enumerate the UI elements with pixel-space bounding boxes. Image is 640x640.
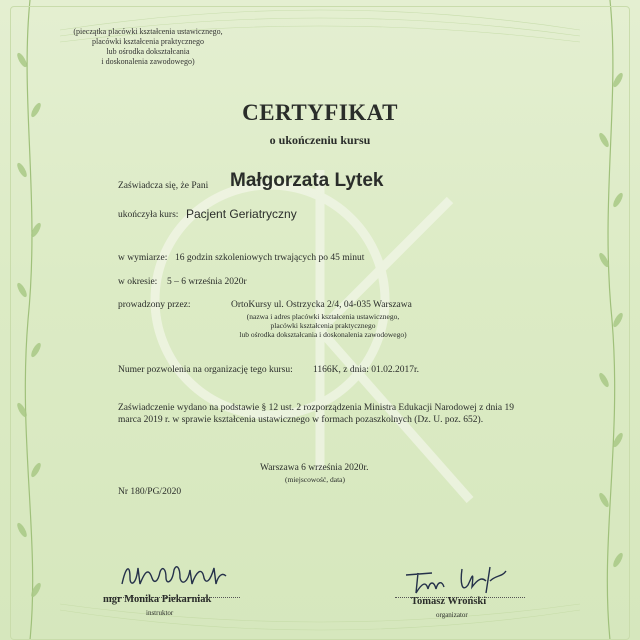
legal-basis-line-2: marca 2019 r. w sprawie kształcenia ustawicznego w formach pozaszkolnych (Dz. U. poz. 652). bbox=[118, 415, 484, 425]
certificate-number: Nr 180/PG/2020 bbox=[118, 487, 182, 497]
instructor-signature bbox=[118, 556, 230, 596]
organizer-note-line: (nazwa i adres placówki kształcenia ustawicznego, bbox=[246, 312, 400, 321]
organizer-name: Tomasz Wroński bbox=[411, 596, 487, 607]
organizer-label: prowadzony przez: bbox=[118, 300, 191, 310]
stamp-line: i doskonalenia zawodowego) bbox=[101, 57, 195, 66]
stamp-line: placówki kształcenia praktycznego bbox=[92, 37, 204, 46]
period-value: 5 – 6 września 2020r bbox=[167, 277, 247, 287]
organizer-note bbox=[228, 312, 418, 339]
period-label: w okresie: bbox=[118, 277, 158, 287]
certificate-title: CERTYFIKAT bbox=[242, 100, 398, 125]
course-name: Pacjent Geriatryczny bbox=[186, 207, 297, 221]
organizer-role: organizator bbox=[436, 611, 468, 619]
duration-label: w wymiarze: bbox=[118, 253, 168, 263]
legal-basis-line-1: Zaświadczenie wydano na podstawie § 12 ust. 2 rozporządzenia Ministra Edukacji Narodowej z dnia 19 bbox=[118, 403, 514, 413]
permit-value: 1166K, z dnia: 01.02.2017r. bbox=[313, 365, 419, 375]
certificate-subtitle: o ukończeniu kursu bbox=[269, 133, 371, 147]
instructor-name: mgr Monika Piekarniak bbox=[103, 594, 212, 605]
organizer-value: OrtoKursy ul. Ostrzycka 2/4, 04-035 Warszawa bbox=[231, 300, 412, 310]
place-date-note: (miejscowość, data) bbox=[285, 475, 345, 484]
organizer-signature bbox=[402, 563, 514, 599]
place-date: Warszawa 6 września 2020r. bbox=[260, 463, 369, 473]
stamp-placeholder bbox=[68, 27, 228, 67]
certify-label: Zaświadcza się, że Pani bbox=[118, 181, 209, 191]
participant-name: Małgorzata Lytek bbox=[230, 170, 384, 191]
stamp-line: (pieczątka placówki kształcenia ustawicznego, bbox=[73, 27, 223, 36]
organizer-note-line: placówki kształcenia praktycznego bbox=[270, 321, 376, 330]
completed-label: ukończyła kurs: bbox=[118, 210, 179, 220]
instructor-role: instruktor bbox=[146, 609, 174, 617]
permit-label: Numer pozwolenia na organizację tego kursu: bbox=[118, 365, 293, 375]
organizer-note-line: lub ośrodka dokształcania i doskonalenia zawodowego) bbox=[239, 330, 407, 339]
duration-value: 16 godzin szkoleniowych trwających po 45 minut bbox=[175, 253, 365, 263]
stamp-line: lub ośrodka dokształcania bbox=[106, 47, 190, 56]
